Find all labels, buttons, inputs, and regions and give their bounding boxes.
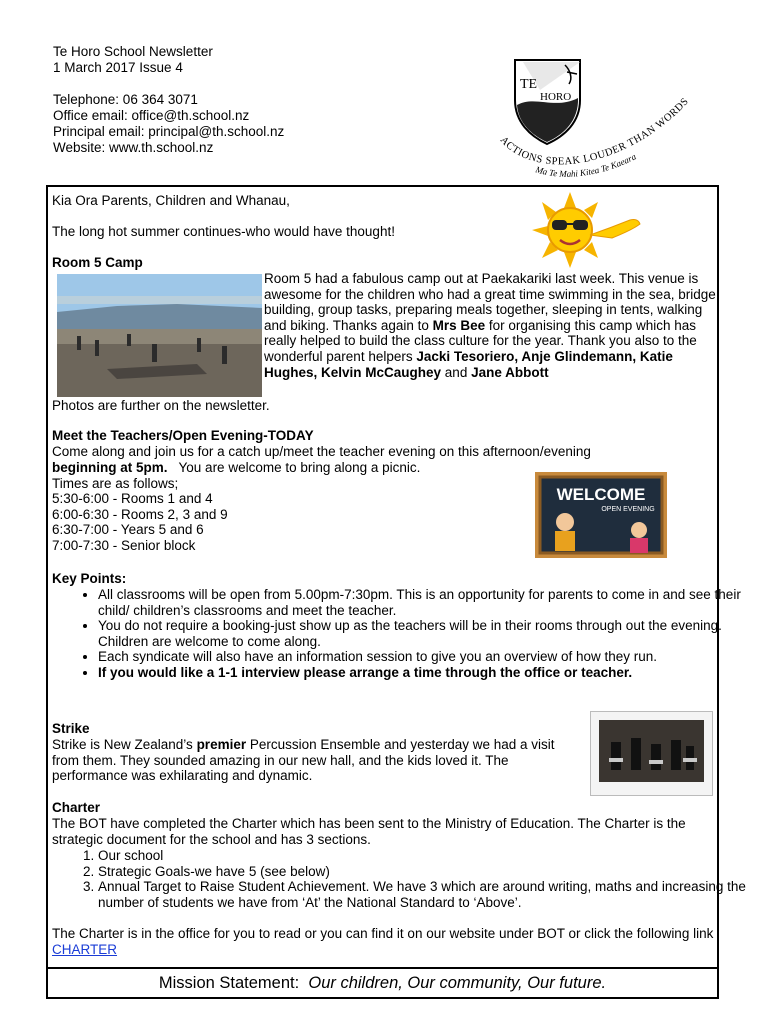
list-item: 2. Strategic Goals-we have 5 (see below) <box>98 864 748 880</box>
website: Website: www.th.school.nz <box>53 140 214 155</box>
times-intro: Times are as follows; <box>52 476 179 491</box>
key-points-list <box>52 587 748 681</box>
camp-heading: Room 5 Camp <box>52 255 143 270</box>
strike-performance-photo <box>590 711 713 796</box>
telephone: Telephone: 06 364 3071 <box>53 92 198 107</box>
list-item: 3. Annual Target to Raise Student Achievement. We have 3 which are around writing, maths and increasing the number of students we have from ‘At’ the National Standard to ‘Above’. <box>98 879 748 910</box>
list-item: • Each syndicate will also have an information session to give you an overview of how they run. <box>98 649 748 665</box>
list-item: • You do not require a booking-just show up as the teachers will be in their rooms through out the evening. Children are welcome to come along. <box>98 618 748 649</box>
charter-heading: Charter <box>52 800 101 815</box>
meet-heading: Meet the Teachers/Open Evening-TODAY <box>52 428 314 443</box>
list-item: 1. Our school <box>98 848 748 864</box>
charter-footer: The Charter is in the office for you to read or you can find it on our website under BOT or click the following link CHARTER <box>52 926 714 957</box>
key-points-heading: Key Points: <box>52 571 127 586</box>
newsletter-header <box>53 44 284 156</box>
newsletter-title: Te Horo School Newsletter <box>53 44 213 59</box>
charter-text: The BOT have completed the Charter which has been sent to the Ministry of Education. The Charter is the strategic document for the school and has 3 sections. <box>52 816 686 847</box>
principal-email: Principal email: principal@th.school.nz <box>53 124 285 139</box>
welcome-open-evening-image <box>535 472 667 558</box>
time-slot: 6:00-6:30 - Rooms 2, 3 and 9 <box>52 506 228 522</box>
time-slot: 6:30-7:00 - Years 5 and 6 <box>52 522 204 538</box>
sun-sunglasses-icon <box>530 190 650 270</box>
mission-statement: Mission Statement: Our children, Our community, Our future. <box>48 967 717 999</box>
crest-horo: HORO <box>540 91 572 103</box>
strike-heading: Strike <box>52 721 90 736</box>
time-slot: 5:30-6:00 - Rooms 1 and 4 <box>52 491 213 506</box>
list-item: • If you would like a 1-1 interview please arrange a time through the office or teacher. <box>98 665 748 681</box>
welcome-sign-title: WELCOME <box>556 485 646 504</box>
strike-text: Strike is New Zealand’s premier Percussion Ensemble and yesterday we had a visit from them. They sounded amazing in our new hall, and the kids loved it. The performance was exhilarating and dynamic. <box>52 737 555 784</box>
times-list <box>52 491 228 553</box>
camp-beach-photo <box>57 274 262 397</box>
welcome-sign-subtitle: OPEN EVENING <box>601 506 655 513</box>
meet-text: Come along and join us for a catch up/meet the teacher evening on this afternoon/evening beginning at 5pm. You are welcome to bring along a picnic. <box>52 444 591 475</box>
motto-english: ACTIONS SPEAK LOUDER THAN WORDS <box>497 96 692 168</box>
school-crest-logo <box>495 50 725 185</box>
office-email: Office email: office@th.school.nz <box>53 108 250 123</box>
charter-list <box>52 848 748 910</box>
greeting: Kia Ora Parents, Children and Whanau, <box>52 193 290 208</box>
list-item: • All classrooms will be open from 5.00pm-7:30pm. This is an opportunity for parents to come in and see their child/ children’s classrooms and meet the teacher. <box>98 587 748 618</box>
motto-maori: Ma Te Mahi Kitea Te Kaeara <box>534 151 638 179</box>
camp-text: Room 5 had a fabulous camp out at Paekakariki last week. This venue is awesome for the children who had a great time swimming in the sea, bridge building, group tasks, preparing meals together, sleeping in tents, walking and biking. Thanks again to Mrs Bee for organising this camp which has really helped to build the class culture for the year. Thank you also to the wonderful parent helpers Jacki Tesoriero, Anje Glindemann, Katie Hughes, Kelvin McCaughey and Jane Abbott <box>264 271 716 380</box>
time-slot: 7:00-7:30 - Senior block <box>52 537 196 553</box>
crest-te: TE <box>520 77 538 92</box>
intro-text: The long hot summer continues-who would have thought! <box>52 224 395 239</box>
charter-link[interactable]: CHARTER <box>52 941 118 957</box>
photos-note: Photos are further on the newsletter. <box>52 398 270 413</box>
issue-date: 1 March 2017 Issue 4 <box>53 60 183 75</box>
